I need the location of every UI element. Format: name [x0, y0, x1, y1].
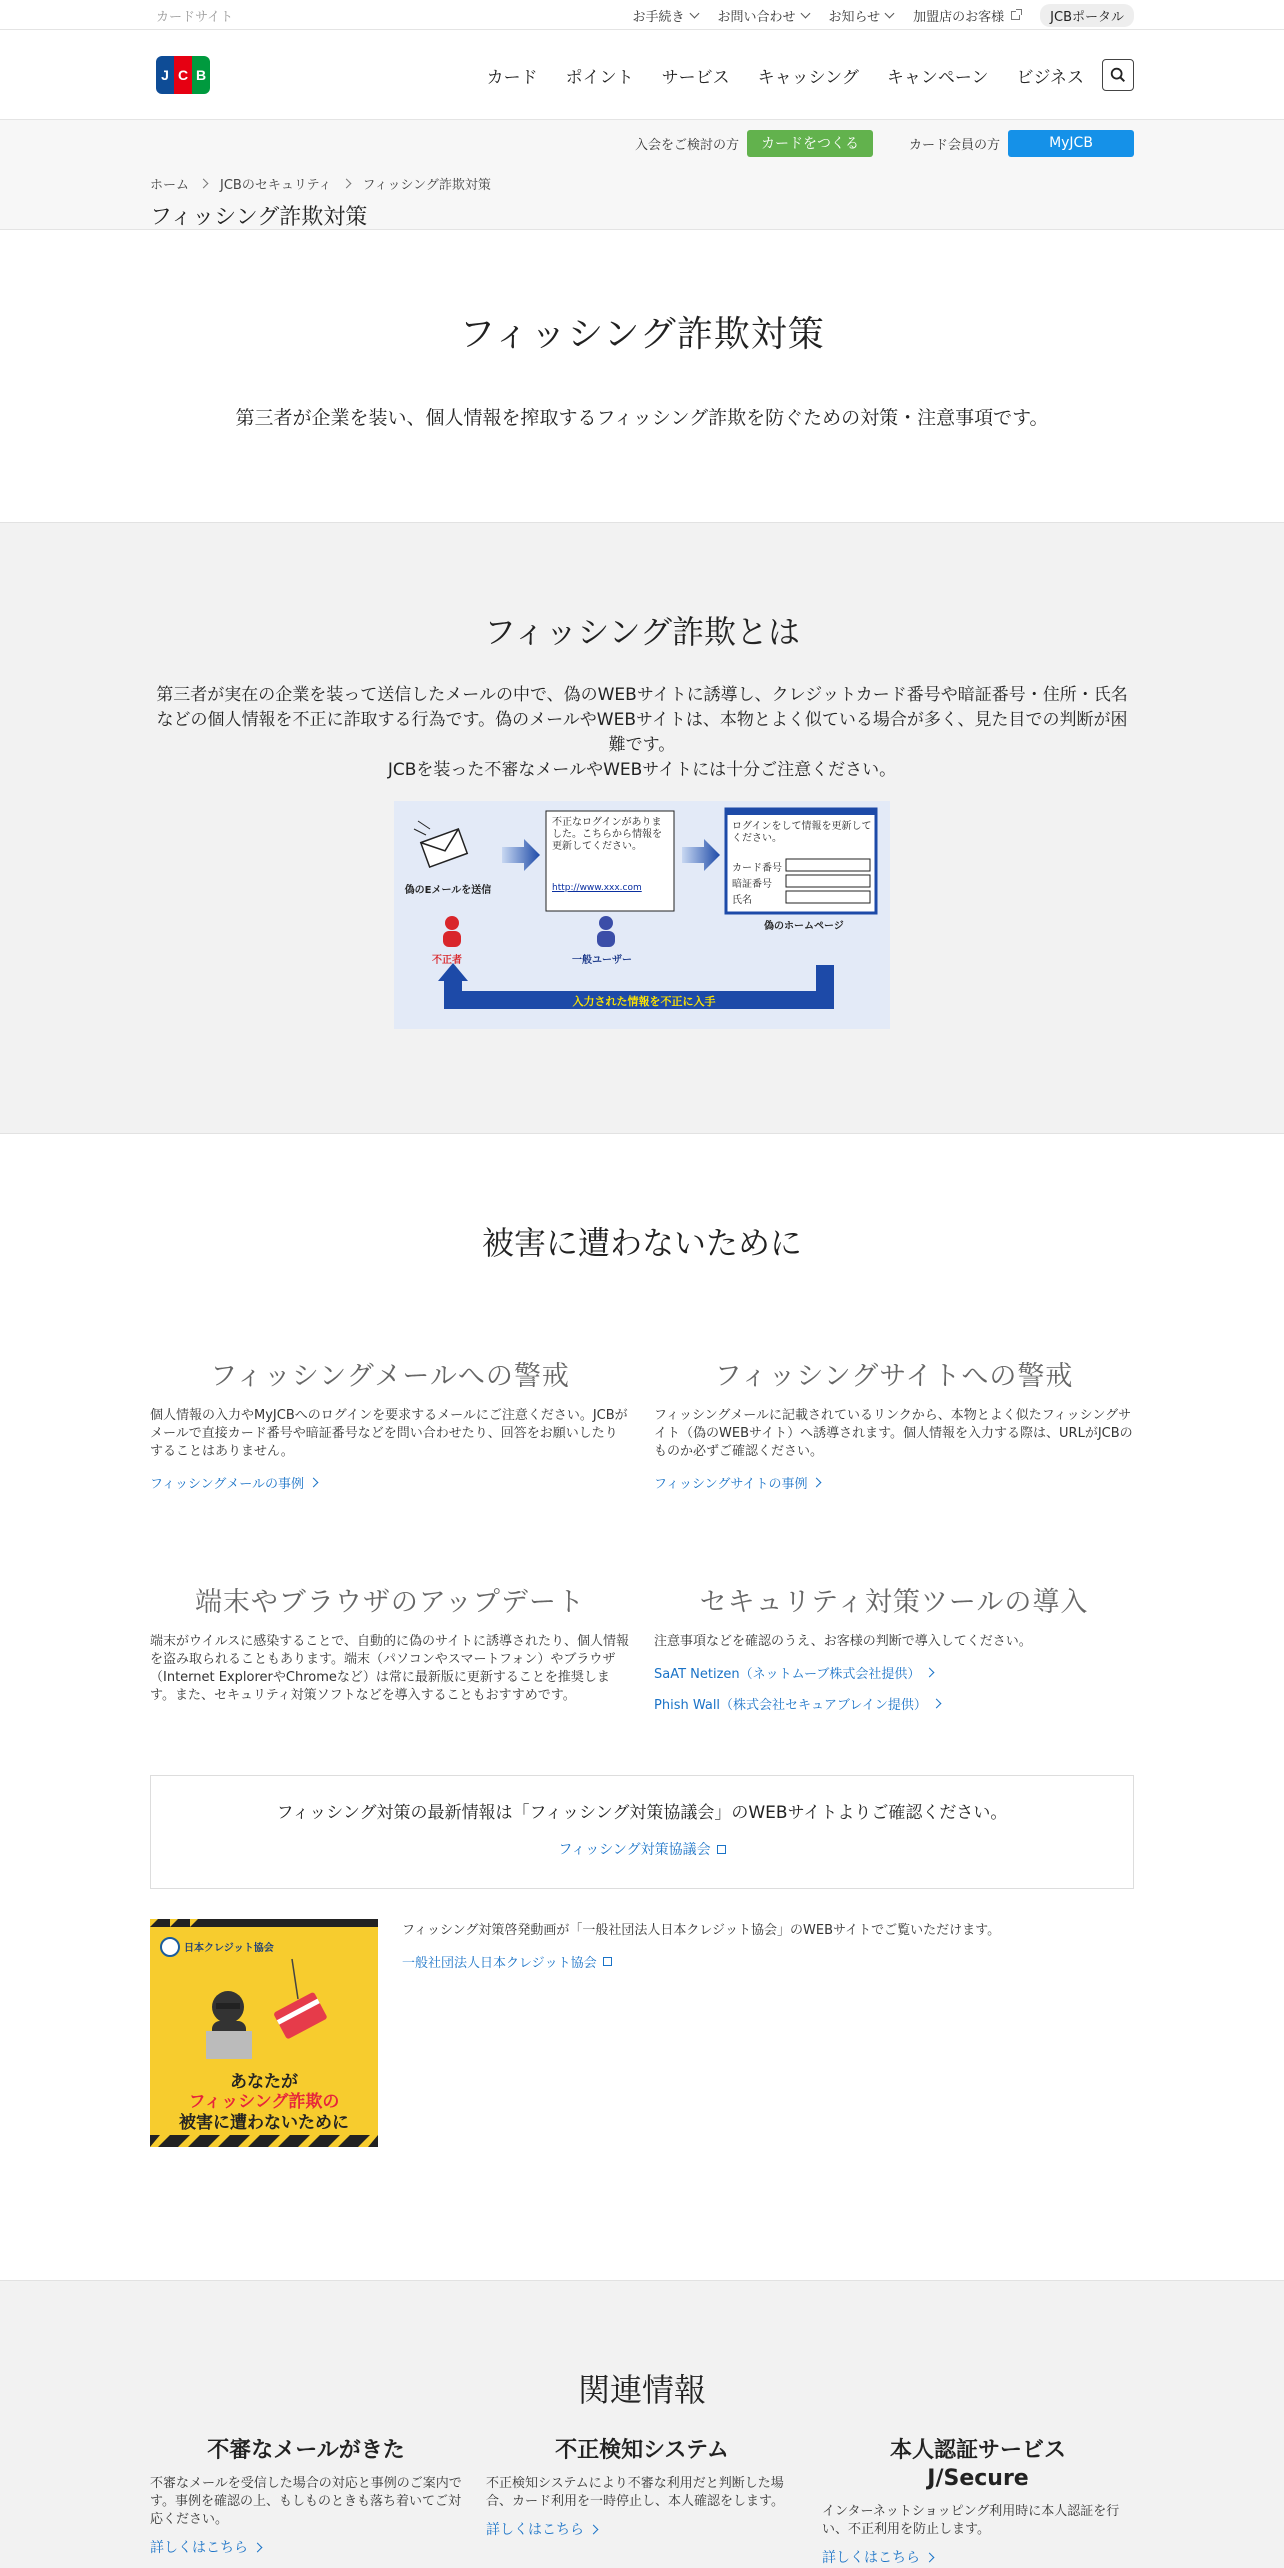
fig-url: http://www.xxx.com — [552, 883, 642, 893]
prevent-grid-row1 — [150, 1354, 1134, 1492]
notice-box — [150, 1775, 1134, 1889]
fig-field-name: 氏名 — [732, 895, 752, 906]
external-link-icon — [603, 1957, 612, 1966]
util-contact-label: お問い合わせ — [717, 9, 796, 25]
poster-line1: あなたが — [230, 2072, 298, 2092]
nav-card[interactable]: カード — [486, 67, 538, 88]
nav-service[interactable]: サービス — [661, 67, 730, 88]
poster-line2: フィッシング詐欺の — [188, 2092, 340, 2112]
global-nav — [487, 59, 1134, 91]
card-body: 個人情報の入力やMyJCBへのログインを要求するメールにご注意ください。JCBがメールで直接カード番号や暗証番号などを問い合わせたり、回答をお願いしたりすることはありません。 — [150, 1408, 628, 1459]
breadcrumb-area — [0, 166, 1284, 230]
nav-business[interactable]: ビジネス — [1016, 67, 1084, 88]
chevron-down-icon — [689, 8, 699, 18]
fraud-person-icon — [443, 916, 461, 947]
related-jsecure — [822, 2437, 1134, 2567]
chevron-right-icon — [812, 1478, 822, 1488]
credit-association-link[interactable] — [402, 1952, 612, 1971]
fig-page-caption: 偽のホームページ — [764, 921, 844, 932]
jcb-logo[interactable] — [156, 56, 210, 94]
fig-login-msg: 不正なログインがありました。こちらから情報を更新してください。 — [552, 817, 662, 852]
card-title: セキュリティ対策ツールの導入 — [699, 1587, 1089, 1618]
search-icon — [1109, 66, 1127, 84]
site-label: カードサイト — [156, 9, 234, 25]
util-news[interactable] — [829, 6, 894, 25]
logo-letter-j: J — [156, 56, 174, 94]
fig-page-msg: ログインをして情報を更新してください。 — [732, 821, 872, 844]
phish-wall-link[interactable] — [654, 1694, 940, 1713]
card-body: 注意事項などを確認のうえ、お客様の判断で導入してください。 — [654, 1634, 1032, 1649]
breadcrumb-security[interactable]: JCBのセキュリティ — [220, 177, 332, 193]
related-title: 不審なメールがきた — [207, 2438, 405, 2463]
util-procedures-label: お手続き — [632, 9, 685, 25]
page-title: フィッシング詐欺対策 — [150, 205, 368, 230]
poster-org: 日本クレジット協会 — [184, 1943, 274, 1954]
link-label: フィッシング対策協議会 — [558, 1842, 711, 1858]
related-title: 本人認証サービス J/Secure — [889, 2438, 1066, 2491]
fig-bar-label: 入力された情報を不正に入手 — [572, 995, 716, 1008]
arrow-right-icon — [682, 839, 720, 871]
awareness-poster-image[interactable] — [150, 1919, 378, 2147]
chevron-right-icon — [253, 2542, 263, 2552]
phishing-site-examples-link[interactable] — [654, 1473, 820, 1492]
card-title: 端末やブラウザのアップデート — [194, 1587, 586, 1618]
phishing-mail-examples-link[interactable] — [150, 1473, 317, 1492]
related-link[interactable] — [150, 2537, 261, 2557]
prevent-heading: 被害に遭わないために — [481, 1224, 802, 1262]
about-section — [0, 522, 1284, 1134]
hacker-icon — [206, 1991, 252, 2059]
nav-campaign[interactable]: キャンペーン — [886, 67, 989, 88]
chevron-right-icon — [199, 178, 209, 188]
chevron-right-icon — [309, 1478, 319, 1488]
util-contact[interactable] — [718, 6, 809, 25]
intro-heading: フィッシング詐欺対策 — [459, 314, 825, 355]
about-caution: JCBを装った不審なメールやWEBサイトには十分ご注意ください。 — [387, 760, 897, 780]
link-label: 詳しくはこちら — [486, 2522, 584, 2538]
fig-field-pin: 暗証番号 — [732, 879, 772, 890]
global-header — [0, 30, 1284, 120]
link-label: Phish Wall（株式会社セキュアブレイン提供） — [654, 1698, 927, 1713]
breadcrumb-home[interactable]: ホーム — [150, 177, 190, 193]
card-phishing-site — [654, 1354, 1134, 1492]
chevron-right-icon — [925, 1668, 935, 1678]
about-heading: フィッシング詐欺とは — [483, 613, 800, 651]
link-label: 詳しくはこちら — [150, 2540, 248, 2556]
utility-bar — [0, 0, 1284, 30]
logo-letter-c: C — [174, 56, 192, 94]
fig-field-card: カード番号 — [732, 863, 782, 874]
related-body: インターネットショッピング利用時に本人認証を行い、不正利用を防止します。 — [822, 2504, 1120, 2537]
related-title: 不正検知システム — [555, 2438, 729, 2463]
chevron-right-icon — [931, 1699, 941, 1709]
poster-line3: 被害に遭わないために — [179, 2113, 349, 2133]
related-link[interactable] — [486, 2519, 597, 2539]
breadcrumb — [150, 166, 1134, 192]
nav-point[interactable]: ポイント — [565, 67, 634, 88]
myjcb-button[interactable]: MyJCB — [1008, 130, 1134, 157]
about-body: 第三者が実在の企業を装って送信したメールの中で、偽のWEBサイトに誘導し、クレジットカード番号や暗証番号・住所・氏名などの個人情報を不正に詐取する行為です。偽のメールやWEBサイトは、本物とよく似ている場合が多く、見た目での判断が困難です。 — [156, 685, 1128, 755]
related-suspicious-mail — [150, 2437, 462, 2567]
util-merchants-label: 加盟店のお客様 — [913, 9, 1005, 25]
card-title: フィッシングサイトへの警戒 — [714, 1361, 1074, 1392]
arrow-right-icon — [502, 839, 540, 871]
util-merchants[interactable] — [913, 6, 1020, 25]
movie-block — [150, 1919, 1134, 2147]
movie-text-block — [402, 1919, 1000, 2147]
fig-user-label: 一般ユーザー — [572, 955, 632, 966]
saat-netizen-link[interactable] — [654, 1663, 933, 1682]
card-body: フィッシングメールに記載されているリンクから、本物とよく似たフィッシングサイト（偽のWEBサイト）へ誘導されます。個人情報を入力する際は、URLがJCBのものか必ずご確認ください。 — [654, 1408, 1133, 1459]
card-update — [150, 1580, 630, 1713]
logo-letter-b: B — [192, 56, 210, 94]
chevron-right-icon — [341, 178, 351, 188]
nav-cashing[interactable]: キャッシング — [757, 67, 859, 88]
portal-button[interactable]: JCBポータル — [1040, 4, 1134, 27]
council-link[interactable] — [558, 1839, 725, 1859]
prevent-grid-row2 — [150, 1580, 1134, 1713]
link-label: 詳しくはこちら — [822, 2550, 920, 2566]
phishing-diagram — [394, 801, 890, 1029]
fig-mail-caption: 偽のEメールを送信 — [404, 885, 492, 896]
notice-text: フィッシング対策の最新情報は「フィッシング対策協議会」のWEBサイトよりご確認ください。 — [276, 1803, 1008, 1823]
search-button[interactable] — [1102, 59, 1134, 91]
create-card-button[interactable]: カードをつくる — [747, 130, 873, 157]
related-body: 不正検知システムにより不審な利用だと判断した場合、カード利用を一時停止し、本人確認をします。 — [486, 2476, 784, 2509]
join-label: 入会をご検討の方 — [634, 137, 739, 153]
chevron-down-icon — [885, 8, 895, 18]
chevron-right-icon — [925, 2552, 935, 2562]
intro-section — [0, 230, 1284, 522]
member-bar — [0, 120, 1284, 166]
related-heading: 関連情報 — [577, 2371, 706, 2409]
member-label: カード会員の方 — [908, 137, 1000, 153]
related-fraud-detection — [486, 2437, 798, 2567]
external-link-icon — [717, 1845, 726, 1854]
card-title: フィッシングメールへの警戒 — [210, 1361, 570, 1392]
link-label: フィッシングメールの事例 — [150, 1477, 304, 1492]
prevent-section — [0, 1134, 1284, 2147]
related-grid — [150, 2437, 1134, 2567]
link-label: 一般社団法人日本クレジット協会 — [402, 1956, 597, 1971]
card-tools — [654, 1580, 1134, 1713]
user-person-icon — [597, 916, 615, 947]
card-phishing-mail — [150, 1354, 630, 1492]
link-label: SaAT Netizen（ネットムーブ株式会社提供） — [654, 1667, 921, 1682]
related-body: 不審なメールを受信した場合の対応と事例のご案内です。事例を確認の上、もしものときも落ち着いてご対応ください。 — [150, 2476, 462, 2527]
movie-text: フィッシング対策啓発動画が「一般社団法人日本クレジット協会」のWEBサイトでご覧いただけます。 — [402, 1923, 1001, 1938]
util-procedures[interactable] — [632, 6, 697, 25]
credit-card-icon — [273, 1992, 328, 2040]
envelope-icon — [414, 821, 467, 867]
external-link-icon — [1011, 11, 1020, 20]
link-label: フィッシングサイトの事例 — [654, 1477, 808, 1492]
intro-lead: 第三者が企業を装い、個人情報を搾取するフィッシング詐欺を防ぐための対策・注意事項です。 — [235, 407, 1049, 429]
chevron-down-icon — [800, 8, 810, 18]
related-section — [0, 2280, 1284, 2568]
chevron-right-icon — [589, 2524, 599, 2534]
util-news-label: お知らせ — [828, 9, 881, 25]
breadcrumb-current: フィッシング詐欺対策 — [362, 177, 491, 193]
fig-fraud-label: 不正者 — [432, 955, 462, 966]
related-link[interactable] — [822, 2547, 933, 2567]
card-body: 端末がウイルスに感染することで、自動的に偽のサイトに誘導されたり、個人情報を盗み取られることもあります。端末（パソコンやスマートフォン）やブラウザ（Internet ExplorerやChromeなど）は常に最新版に更新することを推奨します。また、セキュリティ対策ソフトなどを導入することもおすすめです。 — [150, 1634, 630, 1703]
